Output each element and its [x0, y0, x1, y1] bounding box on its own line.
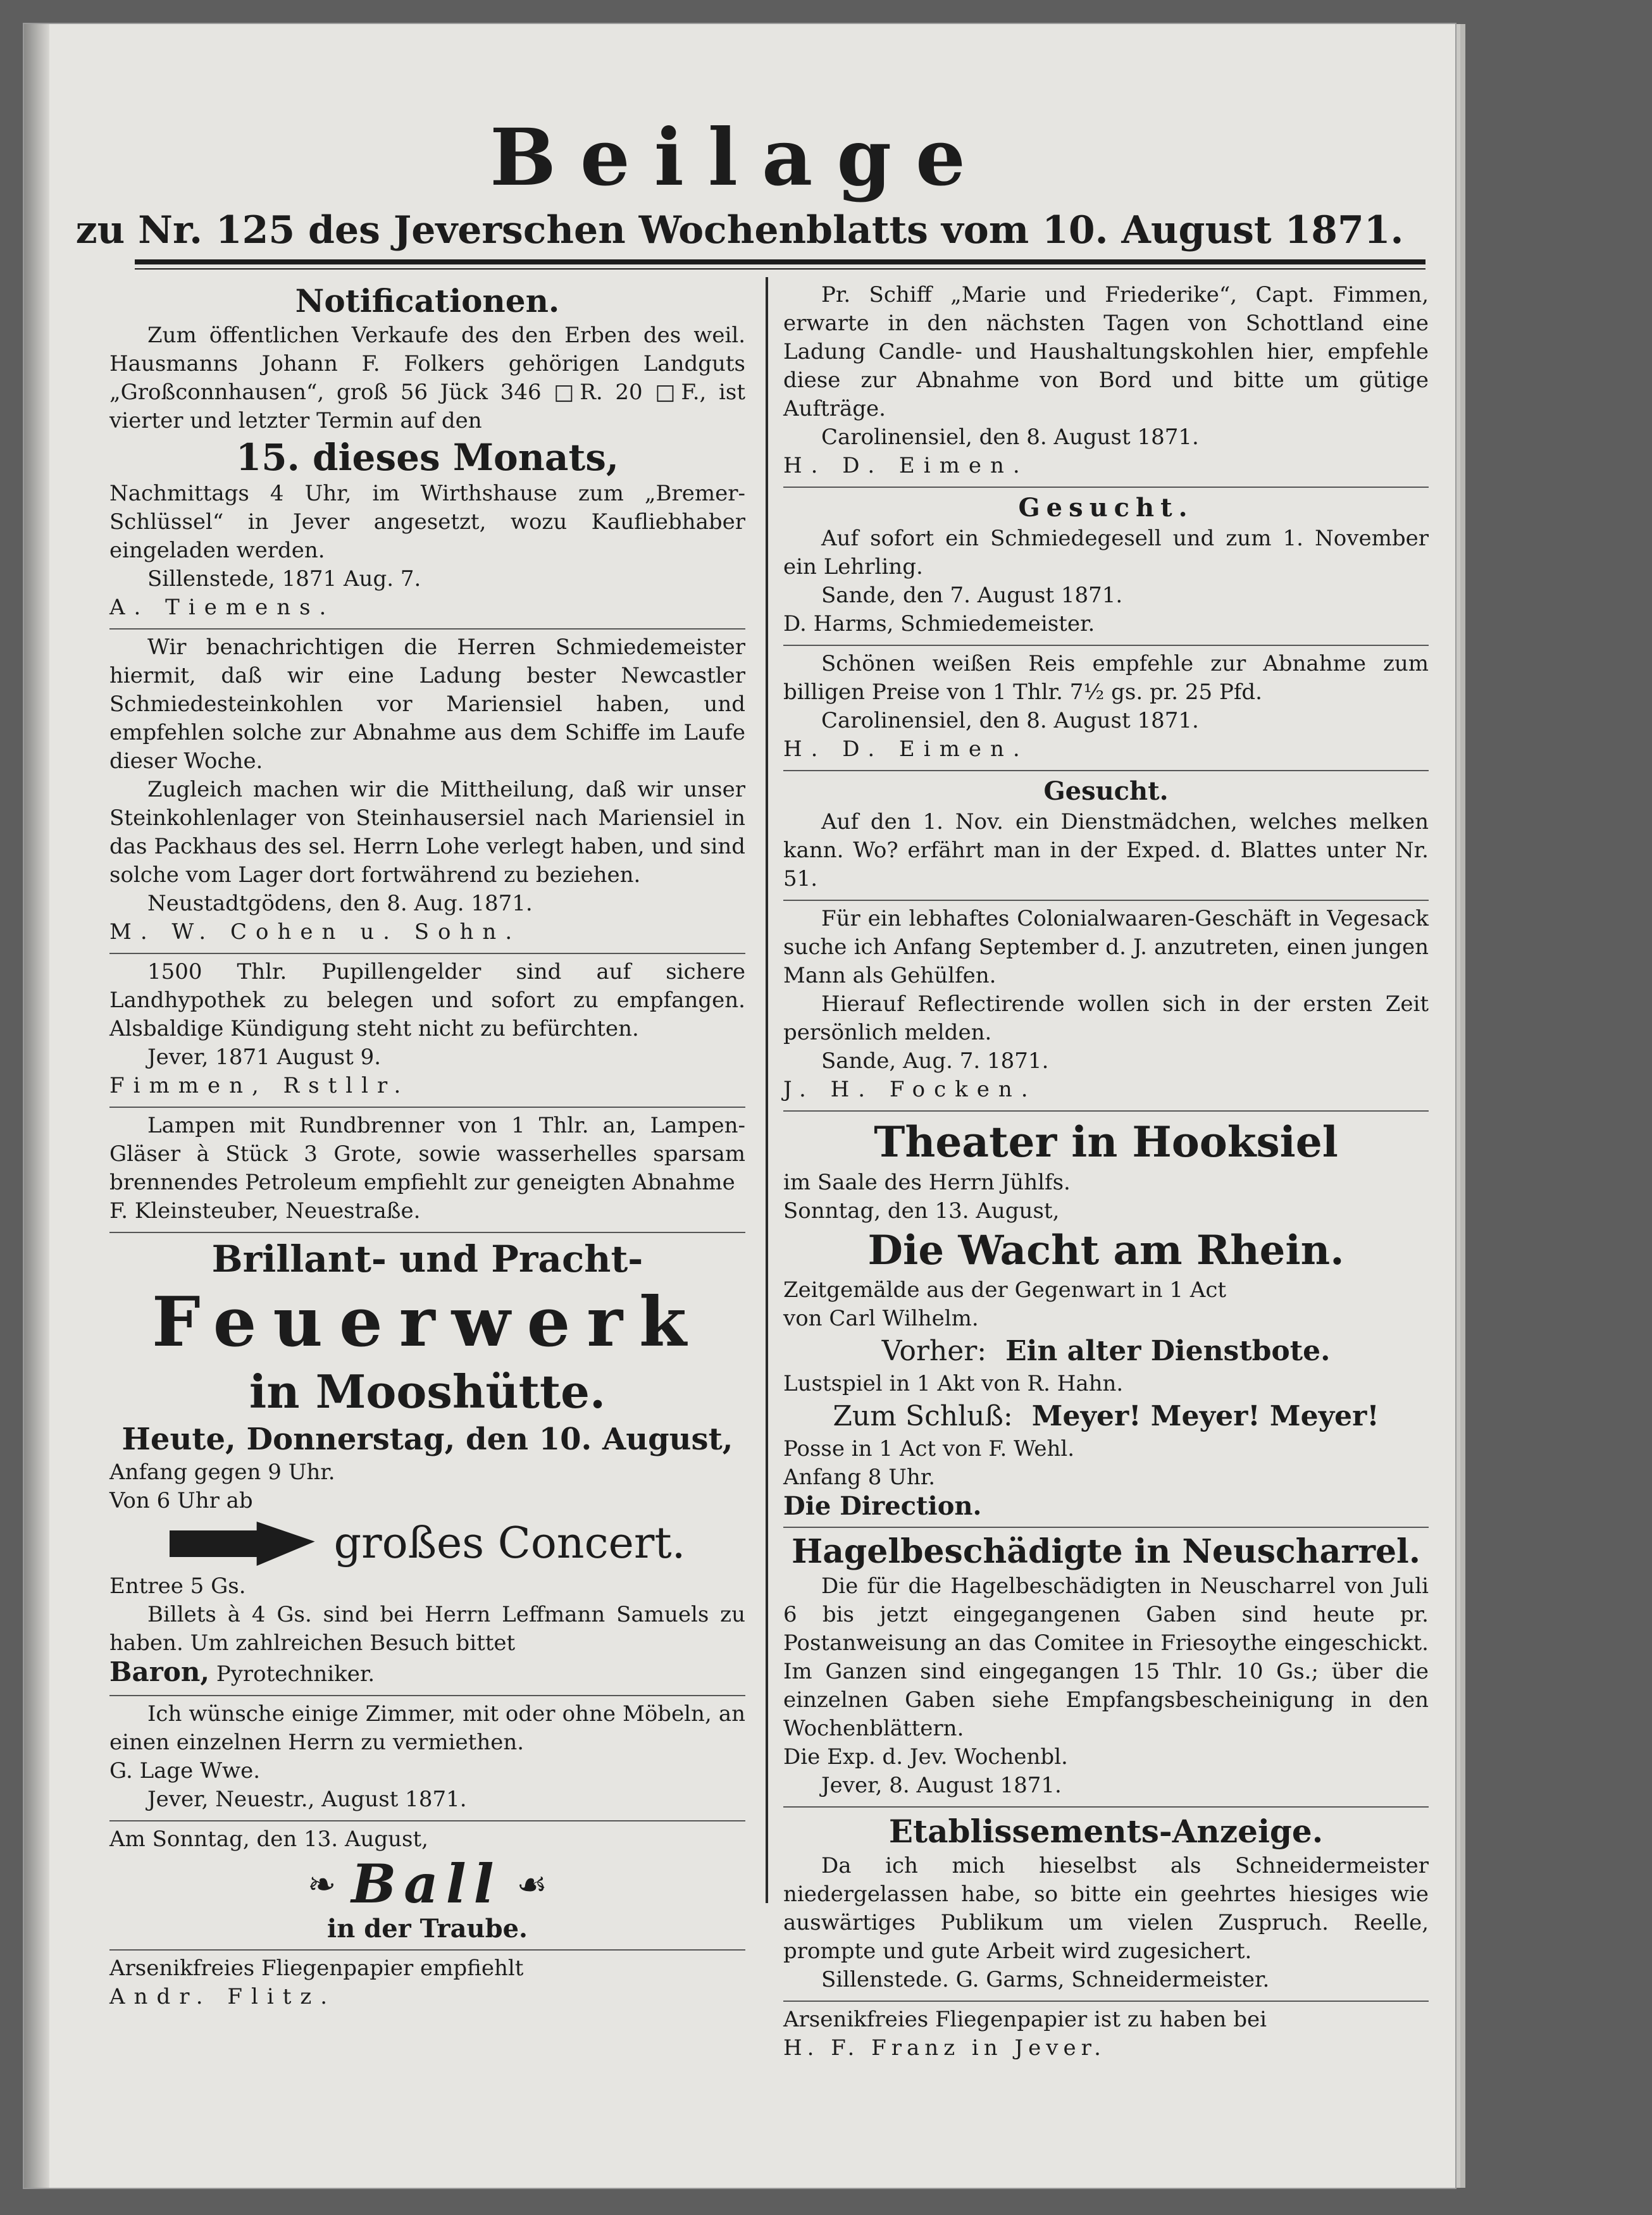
theater-finale-row — [783, 1398, 1429, 1435]
tailor-header: Etablissements-Anzeige. — [888, 1813, 1324, 1850]
rice-place: Carolinensiel, den 8. August 1871. — [821, 708, 1199, 733]
flypaper-ad-left — [109, 1951, 745, 2018]
flourish-right-icon: ☙ — [516, 1864, 547, 1904]
notification-header: Notificationen. — [295, 282, 560, 320]
theater-play-title: Die Wacht am Rhein. — [867, 1227, 1345, 1274]
ball-date: Am Sonntag, den 13. August, — [109, 1827, 428, 1852]
flypaper-text: Arsenikfreies Fliegenpapier empfiehlt — [109, 1956, 524, 1981]
lamp-text: Lampen mit Rundbrenner von 1 Thlr. an, Lampen-Gläser à Stück 3 Grote, sowie wasserhelles sparsam brennendes Petroleum empfiehlt zur geneigten Abnahme — [109, 1113, 745, 1195]
tailor-signature: Sillenstede. G. Garms, Schneidermeister. — [821, 1967, 1270, 1992]
theater-date: Sonntag, den 13. August, — [783, 1198, 1060, 1224]
rooms-signature: G. Lage Wwe. — [109, 1758, 261, 1784]
coal-place: Neustadtgödens, den 8. Aug. 1871. — [147, 891, 533, 916]
notification-text-2: Nachmittags 4 Uhr, im Wirthshause zum „Bremer-Schlüssel“ in Jever angesetzt, wozu Kaufliebhaber eingeladen werden. — [109, 481, 745, 563]
theater-venue: im Saale des Herrn Jühlfs. — [783, 1170, 1071, 1195]
tailor-ad — [783, 1808, 1429, 2002]
rooms-ad — [109, 1696, 745, 1821]
ball-venue: in der Traube. — [327, 1914, 528, 1944]
newspaper-page — [24, 24, 1455, 2188]
clerk-signature: J. H. Focken. — [783, 1077, 1037, 1102]
theater-finale-label: Zum Schluß: — [833, 1400, 1013, 1432]
wanted-maid-text: Auf den 1. Nov. ein Dienstmädchen, welches melken kann. Wo? erfährt man in der Exped. d. Blattes unter Nr. 51. — [783, 809, 1429, 891]
theater-start: Anfang 8 Uhr. — [783, 1465, 936, 1490]
theater-play-desc: Zeitgemälde aus der Gegenwart in 1 Act — [783, 1277, 1227, 1303]
fireworks-start: Anfang gegen 9 Uhr. — [109, 1460, 335, 1485]
fireworks-line-1: Brillant- und Pracht- — [211, 1238, 643, 1281]
fireworks-date: Heute, Donnerstag, den 10. August, — [121, 1422, 733, 1457]
rooms-text: Ich wünsche einige Zimmer, mit oder ohne Möbeln, an einen einzelnen Herrn zu vermiethen. — [109, 1701, 745, 1755]
hail-ad — [783, 1528, 1429, 1808]
fireworks-entree: Entree 5 Gs. — [109, 1573, 246, 1599]
clerk-place: Sande, Aug. 7. 1871. — [821, 1048, 1049, 1074]
wanted-smith-place: Sande, den 7. August 1871. — [821, 583, 1123, 608]
clerk-text-2: Hierauf Reflectirende wollen sich in der ersten Zeit persönlich melden. — [783, 991, 1429, 1045]
notification-signature: A. Tiemens. — [109, 595, 335, 620]
mortgage-ad — [109, 954, 745, 1108]
notification-place: Sillenstede, 1871 Aug. 7. — [147, 566, 421, 592]
hail-text: Die für die Hagelbeschädigten in Neuscharrel von Juli 6 bis jetzt eingegangenen Gaben sind heute pr. Postanweisung an das Comitee in Friesoythe eingeschickt. Im Ganzen sind eingegangen 15 Thlr. 10 Gs.; über die einzelnen Gaben siehe Empfangsbescheinigung in den Wochenblättern. — [783, 1573, 1429, 1741]
rooms-place: Jever, Neuestr., August 1871. — [147, 1787, 467, 1812]
theater-finale-title: Meyer! Meyer! Meyer! — [1031, 1400, 1379, 1432]
lamp-ad — [109, 1108, 745, 1233]
masthead-rule — [135, 259, 1425, 264]
ball-title: Ball — [351, 1852, 502, 1915]
theater-before-title: Ein alter Dienstbote. — [1005, 1335, 1331, 1367]
ship-signature: H. D. Eimen. — [783, 453, 1029, 478]
lamp-signature: F. Kleinsteuber, Neuestraße. — [109, 1198, 421, 1224]
wanted-smith-signature: D. Harms, Schmiedemeister. — [783, 611, 1095, 636]
wanted-maid-ad — [783, 771, 1429, 901]
concert-row — [109, 1515, 745, 1572]
right-column — [783, 277, 1429, 2069]
clerk-ad — [783, 901, 1429, 1112]
theater-ad — [783, 1112, 1429, 1528]
wanted-smith-text: Auf sofort ein Schmiedegesell und zum 1. November ein Lehrling. — [783, 526, 1429, 580]
left-column — [109, 277, 745, 2018]
notification-date: 15. dieses Monats, — [235, 436, 619, 479]
coal-text-2: Zugleich machen wir die Mittheilung, daß wir unser Steinkohlenlager von Steinhausersiel nach Mariensiel in das Packhaus des sel. Herrn Lohe verlegt haben, und sind solche vom Lager dort fortwährend zu beziehen. — [109, 777, 745, 888]
theater-before-label: Vorher: — [881, 1335, 987, 1367]
fireworks-tickets: Billets à 4 Gs. sind bei Herrn Leffmann Samuels zu haben. Um zahlreichen Besuch bittet — [109, 1602, 745, 1656]
hail-header: Hagelbeschädigte in Neuscharrel. — [792, 1532, 1420, 1571]
fireworks-signature-title: Pyrotechniker. — [216, 1661, 375, 1687]
wanted-maid-header: Gesucht. — [1043, 776, 1169, 806]
wanted-smith-header: Gesucht. — [1018, 493, 1194, 523]
ship-ad — [783, 277, 1429, 488]
ship-place: Carolinensiel, den 8. August 1871. — [821, 425, 1199, 450]
masthead-rule-thin — [135, 268, 1425, 270]
theater-signature: Die Direction. — [783, 1491, 982, 1521]
theater-before-desc: Lustspiel in 1 Akt von R. Hahn. — [783, 1371, 1124, 1396]
coal-text-1: Wir benachrichtigen die Herren Schmiedemeister hiermit, daß wir eine Ladung bester Newcastler Schmiedesteinkohlen vor Mariensiel haben, und empfehlen solche zur Abnahme aus dem Schiffe im Laufe dieser Woche. — [109, 635, 745, 774]
hail-place: Jever, 8. August 1871. — [821, 1773, 1062, 1798]
coal-ad — [109, 630, 745, 954]
concert-title: großes Concert. — [333, 1518, 686, 1568]
notification-ad — [109, 277, 745, 630]
fireworks-from: Von 6 Uhr ab — [109, 1488, 253, 1513]
mortgage-signature: Fimmen, Rstllr. — [109, 1073, 410, 1098]
ball-ad — [109, 1821, 745, 1951]
flypaper-right-signature: H. F. Franz in Jever. — [783, 2035, 1106, 2061]
flypaper-right-text: Arsenikfreies Fliegenpapier ist zu haben bei — [783, 2007, 1267, 2032]
rice-text: Schönen weißen Reis empfehle zur Abnahme zum billigen Preise von 1 Thlr. 7½ gs. pr. 25 Pfd. — [783, 651, 1429, 705]
wanted-smith-ad — [783, 488, 1429, 646]
masthead-subtitle: zu Nr. 125 des Jeverschen Wochenblatts vom 10. August 1871. — [75, 208, 1404, 252]
flypaper-signature: Andr. Flitz. — [109, 1984, 337, 2009]
masthead-title: Beilage — [490, 112, 990, 204]
theater-play-author: von Carl Wilhelm. — [783, 1306, 979, 1331]
mortgage-place: Jever, 1871 August 9. — [147, 1045, 382, 1070]
flourish-left-icon: ❧ — [307, 1864, 337, 1904]
fireworks-title: Feuerwerk — [151, 1282, 704, 1362]
pointing-hand-icon — [170, 1522, 315, 1566]
theater-header: Theater in Hooksiel — [874, 1117, 1338, 1167]
clerk-text: Für ein lebhaftes Colonialwaaren-Geschäft in Vegesack suche ich Anfang September d. J. anzutreten, einen jungen Mann als Gehülfen. — [783, 906, 1429, 988]
rice-ad — [783, 646, 1429, 771]
fireworks-signature-name: Baron, — [109, 1656, 210, 1687]
ship-text: Pr. Schiff „Marie und Friederike“, Capt. Fimmen, erwarte in den nächsten Tagen von Schottland eine Ladung Candle- und Haushaltungskohlen hier, empfehle diese zur Abnahme von Bord und bitte um gütige Aufträge. — [783, 282, 1429, 421]
tailor-text: Da ich mich hieselbst als Schneidermeister niedergelassen habe, so bitte ein geehrtes hiesiges wie auswärtiges Publikum um vielen Zuspruch. Reelle, prompte und gute Arbeit wird zugesichert. — [783, 1853, 1429, 1964]
coal-signature: M. W. Cohen u. Sohn. — [109, 919, 521, 945]
ball-title-row — [109, 1854, 745, 1914]
rice-signature: H. D. Eimen. — [783, 736, 1029, 762]
flypaper-ad-right — [783, 2002, 1429, 2069]
column-divider — [766, 277, 768, 1903]
theater-finale-desc: Posse in 1 Act von F. Wehl. — [783, 1436, 1075, 1461]
hail-signature: Die Exp. d. Jev. Wochenbl. — [783, 1744, 1068, 1770]
fireworks-signature — [109, 1658, 745, 1689]
fireworks-ad — [109, 1233, 745, 1696]
notification-text: Zum öffentlichen Verkaufe des den Erben des weil. Hausmanns Johann F. Folkers gehörigen Landguts „Großconnhausen“, groß 56 Jück 346 □R. 20 □F., ist vierter und letzter Termin auf den — [109, 323, 745, 433]
theater-before-row — [783, 1333, 1429, 1370]
mortgage-text: 1500 Thlr. Pupillengelder sind auf sichere Landhypothek zu belegen und sofort zu empfangen. Alsbaldige Kündigung steht nicht zu befürchten. — [109, 959, 745, 1041]
fireworks-location: in Mooshütte. — [249, 1365, 606, 1418]
page-gutter — [24, 24, 49, 2188]
